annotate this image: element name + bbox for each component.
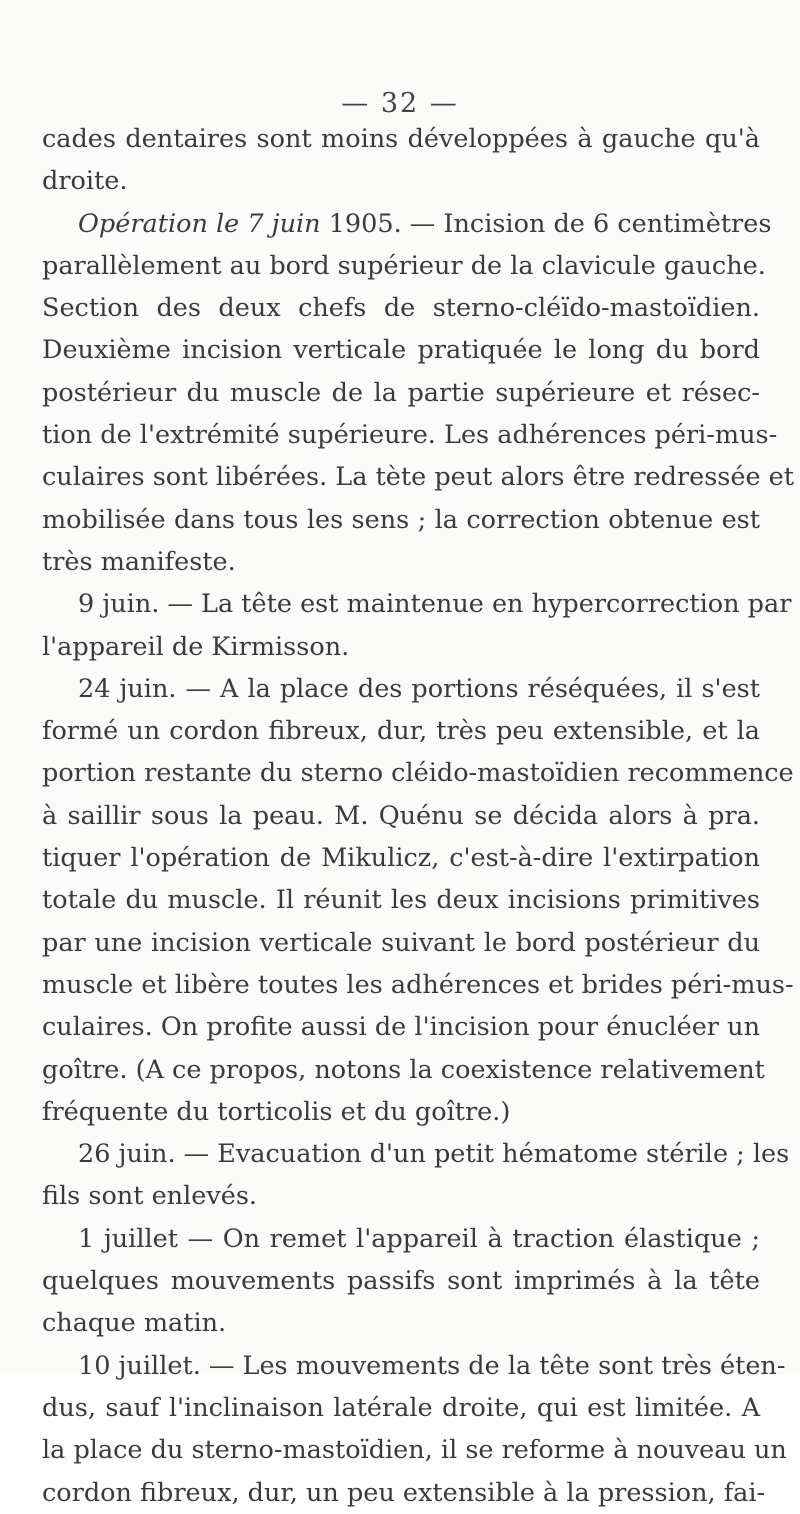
line-text: Section des deux chefs de sterno-cléïdo-mastoïdien.	[42, 293, 760, 324]
line-text: 10 juillet. — Les mouvements de la tête sont très éten-	[78, 1350, 786, 1381]
line-text: formé un cordon fibreux, dur, très peu extensible, et la	[42, 716, 760, 747]
line-text: culaires sont libérées. La tète peut alors être redressée et	[42, 462, 795, 493]
body-text	[42, 118, 795, 1514]
text-line	[42, 795, 760, 837]
text-line	[42, 1133, 790, 1175]
line-text: cordon fibreux, dur, un peu extensible à la pression, fai-	[42, 1477, 766, 1508]
line-text: totale du muscle. Il réunit les deux incisions primitives	[42, 885, 760, 916]
text-line	[42, 752, 794, 794]
text-line	[42, 583, 792, 625]
text-line	[42, 879, 760, 921]
line-text: tion de l'extrémité supérieure. Les adhérences péri-mus-	[42, 420, 778, 451]
text-line	[42, 1260, 760, 1302]
text-line	[42, 1472, 766, 1514]
text-line	[42, 1345, 786, 1387]
line-text: mobilisée dans tous les sens ; la correction obtenue est	[42, 504, 760, 535]
text-line	[42, 668, 760, 710]
line-text: cades dentaires sont moins développées à gauche qu'à	[42, 124, 760, 154]
text-line	[42, 1218, 760, 1260]
line-text: dus, sauf l'inclinaison latérale droite, qui est limitée. A	[42, 1392, 760, 1423]
text-line	[42, 372, 760, 414]
text-line	[42, 329, 760, 371]
line-text: tiquer l'opération de Mikulicz, c'est-à-dire l'extirpation	[42, 843, 760, 874]
text-line	[42, 1302, 760, 1344]
text-line	[42, 710, 760, 752]
text-line	[42, 414, 778, 456]
text-line	[42, 1006, 760, 1048]
line-text: à saillir sous la peau. M. Quénu se décida alors à pra.	[42, 800, 760, 831]
line-text: goître. (A ce propos, notons la coexistence relativement	[42, 1054, 765, 1085]
text-line	[42, 1175, 760, 1217]
line-text: fréquente du torticolis et du goître.)	[42, 1096, 511, 1127]
text-line	[42, 837, 760, 879]
text-line	[42, 245, 766, 287]
line-text: 1905. — Incision de 6 centimètres	[320, 208, 772, 239]
text-line	[42, 1387, 760, 1429]
text-line	[42, 1091, 760, 1133]
text-line	[42, 499, 760, 541]
line-text: 1 juillet — On remet l'appareil à traction élastique ;	[78, 1223, 760, 1254]
text-line	[42, 1049, 765, 1091]
page-number: — 32 —	[341, 88, 459, 119]
line-text: très manifeste.	[42, 546, 236, 577]
text-line	[42, 964, 794, 1006]
line-text: postérieur du muscle de la partie supérieure et résec-	[42, 377, 760, 408]
text-line	[42, 922, 760, 964]
text-line	[42, 118, 760, 160]
line-text: par une incision verticale suivant le bord postérieur du	[42, 927, 760, 958]
text-line	[42, 203, 772, 245]
line-text: l'appareil de Kirmisson.	[42, 631, 350, 662]
line-text: 9 juin. — La tête est maintenue en hypercorrection par	[78, 589, 792, 620]
text-line	[42, 1429, 787, 1471]
text-line	[42, 287, 760, 329]
text-line	[42, 456, 795, 498]
line-text: parallèlement au bord supérieur de la clavicule gauche.	[42, 250, 766, 281]
line-text: Deuxième incision verticale pratiquée le long du bord	[42, 335, 760, 366]
line-text: droite.	[42, 166, 128, 197]
text-line	[42, 160, 760, 202]
text-line	[42, 541, 760, 583]
line-text: quelques mouvements passifs sont imprimés à la tête	[42, 1266, 760, 1297]
line-text: fils sont enlevés.	[42, 1181, 258, 1212]
line-text: muscle et libère toutes les adhérences et brides péri-mus-	[42, 969, 794, 1000]
line-text: culaires. On profite aussi de l'incision pour énucléer un	[42, 1012, 760, 1043]
line-text: 26 juin. — Evacuation d'un petit hématome stérile ; les	[78, 1139, 790, 1170]
line-text: la place du sterno-mastoïdien, il se reforme à nouveau un	[42, 1435, 787, 1466]
line-text: 24 juin. — A la place des portions réséquées, il s'est	[78, 673, 760, 704]
text-line	[42, 626, 760, 668]
italic-heading: Opération le 7 juin	[78, 208, 321, 239]
line-text: chaque matin.	[42, 1308, 227, 1339]
line-text: portion restante du sterno cléido-mastoïdien recommence	[42, 758, 794, 789]
